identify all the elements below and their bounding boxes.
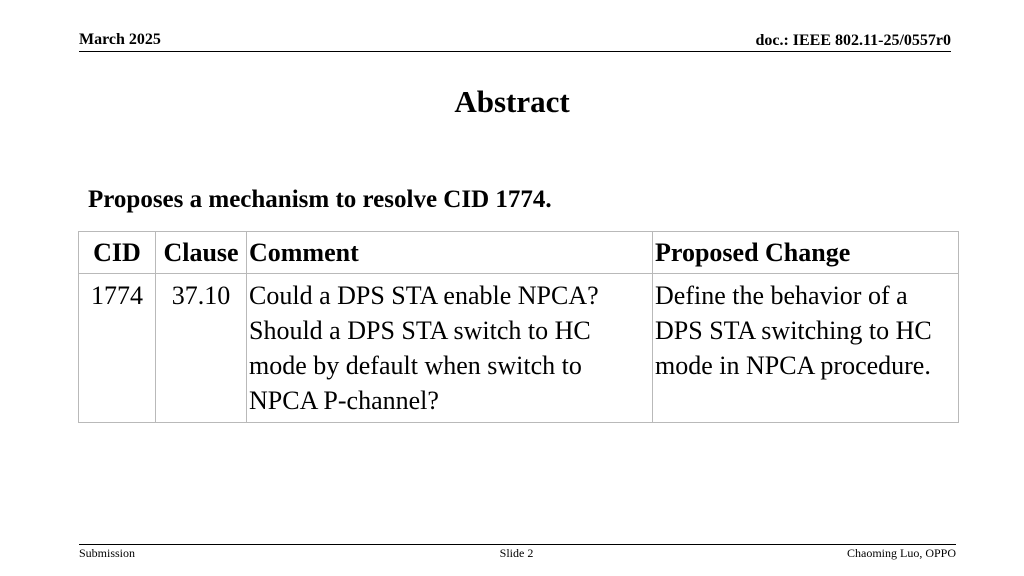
- slide-title: Abstract: [454, 84, 570, 119]
- table-row: [79, 274, 959, 423]
- header-divider: [79, 51, 951, 52]
- column-header-clause: Clause: [156, 232, 247, 274]
- cell-proposed-change: Define the behavior of a DPS STA switching to HC mode in NPCA procedure.: [653, 274, 959, 423]
- table-header-row: [79, 232, 959, 274]
- cell-cid: 1774: [79, 274, 156, 423]
- footer-submission: Submission: [79, 546, 136, 560]
- cell-clause: 37.10: [156, 274, 247, 423]
- column-header-proposed-change: Proposed Change: [653, 232, 959, 274]
- header-date: March 2025: [79, 31, 161, 48]
- footer-divider: [79, 544, 956, 545]
- column-header-cid: CID: [79, 232, 156, 274]
- column-header-comment: Comment: [247, 232, 653, 274]
- footer-slide-number: Slide 2: [499, 546, 534, 560]
- header-doc-id: doc.: IEEE 802.11-25/0557r0: [755, 32, 951, 49]
- slide-intro-text: Proposes a mechanism to resolve CID 1774.: [88, 186, 552, 213]
- cell-comment: Could a DPS STA enable NPCA? Should a DPS STA switch to HC mode by default when switch to NPCA P-channel?: [247, 274, 653, 423]
- footer-author: Chaoming Luo, OPPO: [846, 546, 956, 560]
- comment-resolution-table: [78, 231, 959, 423]
